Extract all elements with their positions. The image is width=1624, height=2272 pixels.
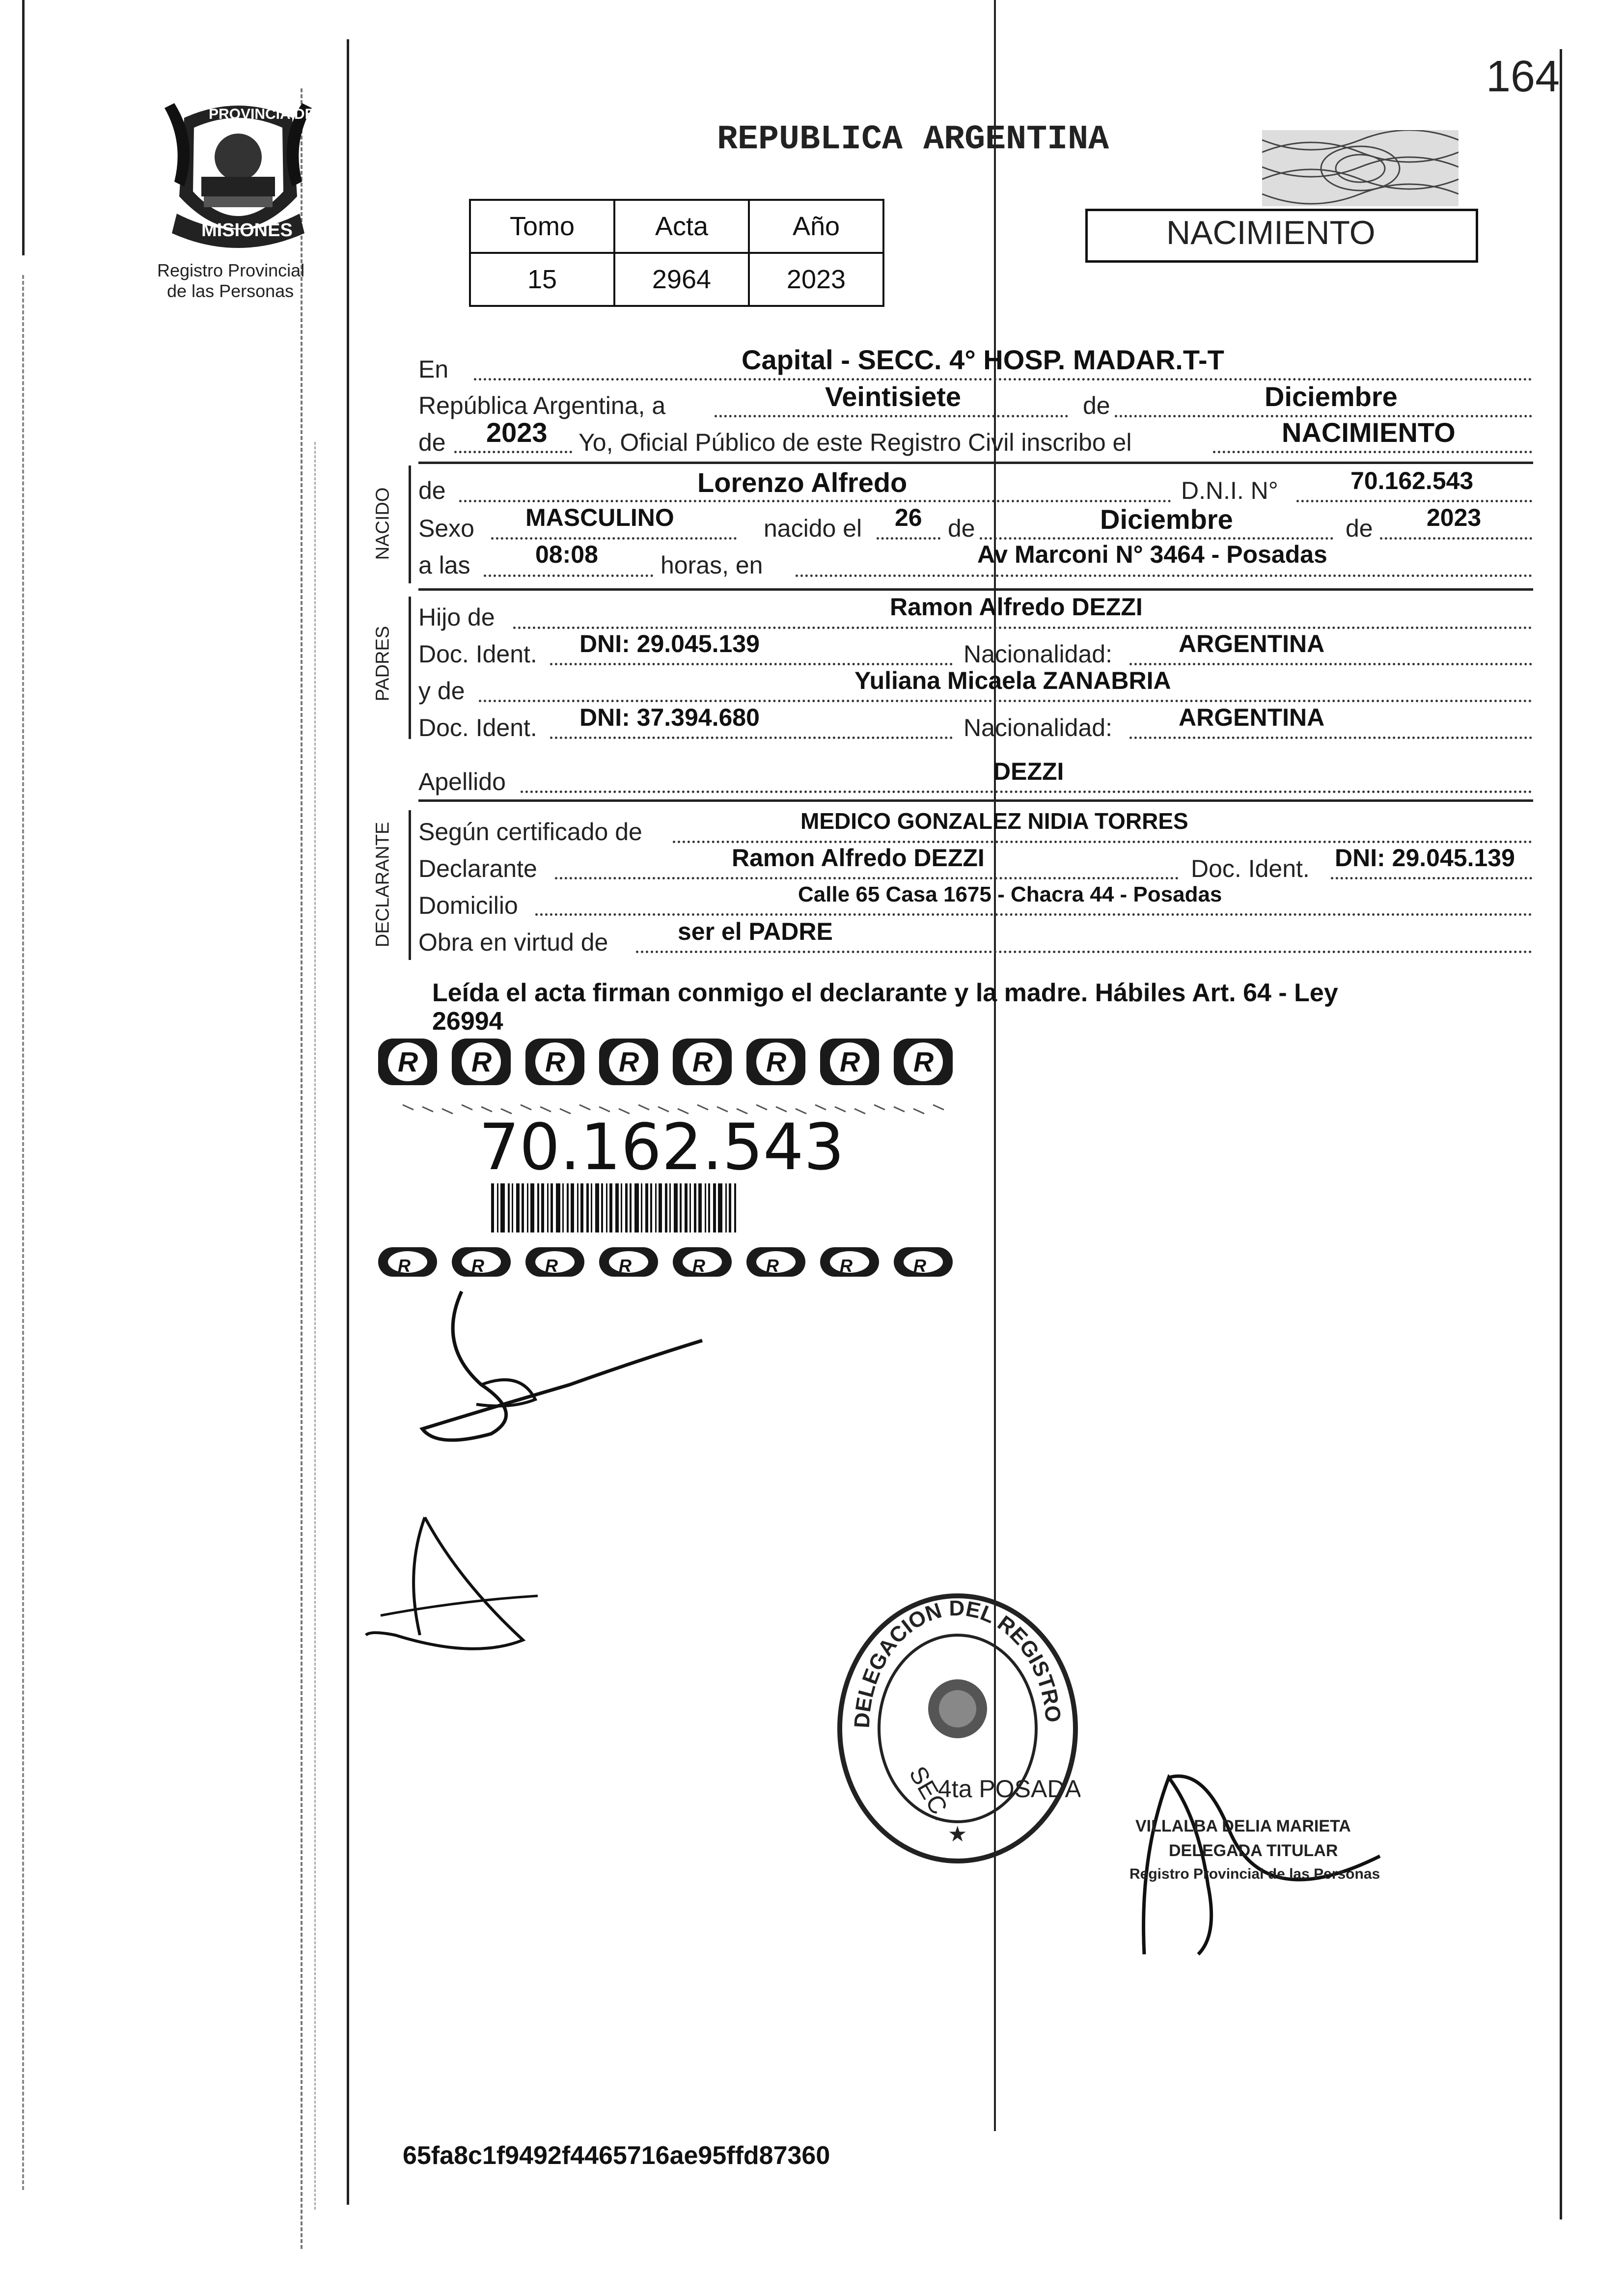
year-value: 2023	[486, 417, 548, 448]
barcode-bar	[609, 1183, 612, 1232]
document-hash: 65fa8c1f9492f4465716ae95ffd87360	[403, 2141, 830, 2170]
sexo-value: MASCULINO	[525, 504, 674, 531]
closing-note-line1: Leída el acta firman conmigo el declarante y la madre. Hábiles Art. 64 - Ley	[432, 979, 1338, 1007]
barcode-bar	[634, 1183, 639, 1232]
dots-obra	[636, 951, 1532, 953]
mother-nationality: ARGENTINA	[1179, 704, 1325, 731]
barcode-bar	[547, 1183, 549, 1232]
dots-day	[715, 415, 1068, 417]
value-tomo: 15	[470, 253, 614, 306]
barcode-bar	[586, 1183, 589, 1232]
barcode-bar	[615, 1183, 619, 1232]
declarante-bracket	[409, 810, 411, 960]
barcode-bar	[527, 1183, 528, 1232]
emblem-top-text: PROVINCIA DE	[209, 106, 315, 122]
declarante-doc-label: Doc. Ident.	[1191, 855, 1310, 882]
barcode-bar	[522, 1183, 524, 1232]
place-value: Capital - SECC. 4° HOSP. MADAR.T-T	[742, 344, 1224, 375]
closing-note-line2: 26994	[432, 1007, 503, 1036]
sticker-pattern-glyph: R	[913, 1046, 934, 1078]
barcode-bar	[641, 1183, 642, 1232]
value-acta: 2964	[614, 253, 749, 306]
barcode-bar	[665, 1183, 667, 1232]
de-label-1: de	[1083, 392, 1110, 419]
sticker-tick	[403, 1105, 413, 1110]
mother-doc: DNI: 37.394.680	[579, 704, 760, 731]
separator-3	[418, 799, 1533, 802]
dots-father	[513, 627, 1532, 629]
barcode-bar	[659, 1183, 662, 1232]
barcode-bar	[645, 1183, 648, 1232]
sticker-tick	[854, 1109, 865, 1114]
father-doc: DNI: 29.045.139	[579, 630, 760, 657]
dots-mother-nat	[1129, 737, 1532, 739]
left-margin-line	[22, 0, 25, 255]
horas-label: horas, en	[661, 551, 763, 579]
country-title: REPUBLICA ARGENTINA	[717, 120, 1109, 159]
republica-label: República Argentina, a	[418, 392, 666, 419]
sticker-pattern-glyph: R	[619, 1256, 632, 1276]
dots-certificado	[673, 841, 1532, 843]
mother-name: Yuliana Micaela ZANABRIA	[854, 667, 1171, 694]
barcode-bar	[595, 1183, 599, 1232]
barcode-bar	[694, 1183, 696, 1232]
domicilio-label: Domicilio	[418, 892, 518, 919]
barcode-number: 70.162.543	[479, 1110, 845, 1184]
sexo-label: Sexo	[418, 515, 474, 542]
a-las-label: a las	[418, 551, 470, 579]
dots-declarante-doc	[1331, 877, 1532, 879]
nacido-el-label: nacido el	[764, 515, 862, 542]
child-name: Lorenzo Alfredo	[697, 467, 908, 498]
value-anio: 2023	[749, 253, 883, 306]
sticker-pattern-glyph: R	[545, 1256, 558, 1276]
barcode-bar	[708, 1183, 710, 1232]
declarante-name: Ramon Alfredo DEZZI	[732, 844, 985, 872]
sticker-tick	[422, 1107, 433, 1112]
month-value: Diciembre	[1265, 381, 1398, 412]
province-emblem	[155, 98, 322, 255]
emblem-bottom-text: MISIONES	[201, 220, 293, 241]
seal-inner-text-2: 4ta POSADA	[938, 1775, 1080, 1803]
sticker-tick	[913, 1109, 924, 1114]
dni-label: D.N.I. N°	[1181, 477, 1278, 504]
sticker-pattern-glyph: R	[545, 1046, 566, 1078]
y-de-label: y de	[418, 677, 465, 705]
father-doc-label: Doc. Ident.	[418, 640, 537, 668]
dots-year2	[1380, 537, 1532, 540]
barcode-bar	[606, 1183, 607, 1232]
barcode-bar	[512, 1183, 513, 1232]
barcode-bar	[491, 1183, 494, 1232]
dots-day2	[877, 537, 940, 540]
padres-bracket	[409, 597, 411, 739]
barcode-bar	[650, 1183, 652, 1232]
official-stamp-line1: VILLALBA DELIA MARIETA	[1135, 1817, 1351, 1835]
barcode-bar	[562, 1183, 564, 1232]
birth-time: 08:08	[535, 541, 598, 568]
barcode-bar	[655, 1183, 657, 1232]
nacido-section-label: NACIDO	[372, 487, 393, 560]
sticker-tick	[579, 1105, 590, 1110]
sticker-tick	[638, 1105, 649, 1110]
security-hologram	[1262, 130, 1459, 206]
mother-signature	[361, 1512, 577, 1674]
sticker-pattern-glyph: R	[840, 1256, 853, 1276]
sticker-tick	[756, 1105, 767, 1110]
barcode-bar	[508, 1183, 510, 1232]
barcode-bar	[689, 1183, 691, 1232]
sticker-tick	[442, 1109, 453, 1114]
record-table	[469, 199, 884, 307]
barcode-bar	[685, 1183, 688, 1232]
registry-margin-dashes	[301, 88, 303, 2249]
official-stamp-line2: DELEGADA TITULAR	[1169, 1841, 1338, 1860]
father-nationality: ARGENTINA	[1179, 630, 1325, 657]
sticker-pattern-glyph: R	[692, 1256, 705, 1276]
birth-place: Av Marconi N° 3464 - Posadas	[977, 541, 1327, 568]
dots-apellido	[521, 791, 1532, 793]
dots-sexo	[491, 537, 737, 540]
barcode-bar	[541, 1183, 544, 1232]
svg-text:★: ★	[948, 1822, 967, 1847]
barcode-bar	[571, 1183, 574, 1232]
sticker-pattern-glyph: R	[398, 1256, 411, 1276]
seal-inner-text-1: SEC.	[904, 1761, 957, 1825]
barcode-bar	[734, 1183, 736, 1232]
certificado-label: Según certificado de	[418, 818, 642, 846]
left-frame-line	[347, 39, 349, 2205]
dots-dni	[1296, 500, 1532, 502]
barcode-bar	[630, 1183, 632, 1232]
barcode-bar	[530, 1183, 534, 1232]
registry-margin-dashes-2	[314, 442, 316, 2210]
right-frame-line	[1560, 49, 1562, 2219]
barcode-bar	[625, 1183, 628, 1232]
page-number: 164	[1486, 52, 1560, 101]
dots-domicilio	[535, 913, 1532, 916]
father-nationality-label: Nacionalidad:	[963, 640, 1112, 668]
barcode-bar	[725, 1183, 727, 1232]
barcode-bar	[591, 1183, 592, 1232]
barcode-bar	[516, 1183, 520, 1232]
record-type: NACIMIENTO	[1166, 214, 1376, 251]
separator-1	[418, 462, 1533, 464]
sticker-pattern-glyph: R	[766, 1046, 787, 1078]
de-label-2: de	[948, 515, 975, 542]
statement-text: Yo, Oficial Público de este Registro Civil inscribo el	[578, 429, 1132, 456]
barcode-bar	[500, 1183, 505, 1232]
barcode-bar	[580, 1183, 583, 1232]
sticker-pattern-glyph: R	[471, 1256, 484, 1276]
seal-outer-text: DELEGACION DEL REGISTRO	[850, 1596, 1066, 1729]
sticker-pattern-glyph: R	[913, 1256, 926, 1276]
barcode-bar	[577, 1183, 578, 1232]
sticker-tick	[697, 1105, 708, 1110]
barcode-bar	[537, 1183, 539, 1232]
registry-name-line2: de las Personas	[167, 281, 294, 301]
barcode-bar	[601, 1183, 603, 1232]
sticker-pattern-glyph: R	[619, 1046, 639, 1078]
barcode-bar	[556, 1183, 560, 1232]
official-seal	[835, 1591, 1080, 1866]
sticker-pattern-glyph: R	[840, 1046, 860, 1078]
declarante-section-label: DECLARANTE	[372, 821, 393, 948]
barcode-bar	[729, 1183, 731, 1232]
barcode-bar	[674, 1183, 678, 1232]
apellido-value: DEZZI	[993, 758, 1064, 785]
dots-place2	[796, 575, 1532, 577]
birth-month: Diciembre	[1100, 504, 1233, 535]
header-acta: Acta	[614, 200, 749, 253]
dots-father-doc	[550, 663, 953, 665]
barcode-bar	[713, 1183, 716, 1232]
dots-mother-doc	[550, 737, 953, 739]
official-signature	[1125, 1758, 1390, 1964]
obra-label: Obra en virtud de	[418, 929, 608, 956]
year-prefix-label: de	[418, 429, 446, 456]
dots-time	[484, 575, 653, 577]
birth-day: 26	[895, 504, 922, 531]
father-name: Ramon Alfredo DEZZI	[890, 593, 1143, 621]
dots-month2	[980, 537, 1333, 540]
declarant-signature	[408, 1287, 712, 1453]
official-stamp-line3: Registro Provincial de las Personas	[1129, 1866, 1380, 1882]
dots-name	[459, 500, 1171, 502]
dots-event	[1213, 451, 1532, 453]
sticker-pattern-glyph: R	[398, 1046, 418, 1078]
dots-mother	[479, 700, 1532, 702]
barcode-bar	[705, 1183, 706, 1232]
dots-father-nat	[1129, 663, 1532, 665]
header-anio: Año	[749, 200, 883, 253]
barcode-bar	[621, 1183, 622, 1232]
day-value: Veintisiete	[825, 381, 962, 412]
sticker-tick	[894, 1107, 905, 1112]
sticker-tick	[815, 1105, 826, 1110]
padres-section-label: PADRES	[372, 626, 393, 702]
registry-name-line1: Registro Provincial	[157, 260, 305, 280]
dots-year	[454, 451, 572, 453]
obra-value: ser el PADRE	[678, 918, 833, 945]
barcode-bar	[698, 1183, 702, 1232]
mother-nationality-label: Nacionalidad:	[963, 714, 1112, 741]
barcode-bar	[718, 1183, 722, 1232]
sticker-tick	[462, 1105, 472, 1110]
left-margin-dashes	[22, 275, 24, 2190]
barcode-bar	[551, 1183, 553, 1232]
certificado-value: MEDICO GONZALEZ NIDIA TORRES	[800, 808, 1188, 834]
barcode-bar	[680, 1183, 682, 1232]
nacido-de-label: de	[418, 477, 446, 504]
dots-declarante	[555, 877, 1179, 879]
nacido-bracket	[409, 465, 411, 583]
child-dni: 70.162.543	[1350, 467, 1474, 494]
sticker-pattern-glyph: R	[692, 1046, 713, 1078]
declarante-doc: DNI: 29.045.139	[1335, 844, 1515, 872]
hijo-de-label: Hijo de	[418, 603, 495, 631]
separator-2	[418, 588, 1533, 591]
sticker-tick	[933, 1105, 944, 1110]
barcode-bar	[497, 1183, 498, 1232]
birth-year: 2023	[1427, 504, 1482, 531]
de-label-3: de	[1346, 515, 1373, 542]
sticker-tick	[874, 1105, 885, 1110]
sticker-pattern-glyph: R	[766, 1256, 779, 1276]
en-label: En	[418, 356, 449, 383]
registered-event: NACIMIENTO	[1282, 417, 1456, 448]
sticker-pattern-glyph: R	[471, 1046, 492, 1078]
barcode-sticker	[373, 1036, 958, 1282]
apellido-label: Apellido	[418, 768, 506, 795]
header-tomo: Tomo	[470, 200, 614, 253]
sticker-tick	[521, 1105, 531, 1110]
mother-doc-label: Doc. Ident.	[418, 714, 537, 741]
domicilio-value: Calle 65 Casa 1675 - Chacra 44 - Posadas	[798, 882, 1222, 906]
declarante-label: Declarante	[418, 855, 537, 882]
barcode-bar	[669, 1183, 671, 1232]
barcode-bar	[567, 1183, 569, 1232]
